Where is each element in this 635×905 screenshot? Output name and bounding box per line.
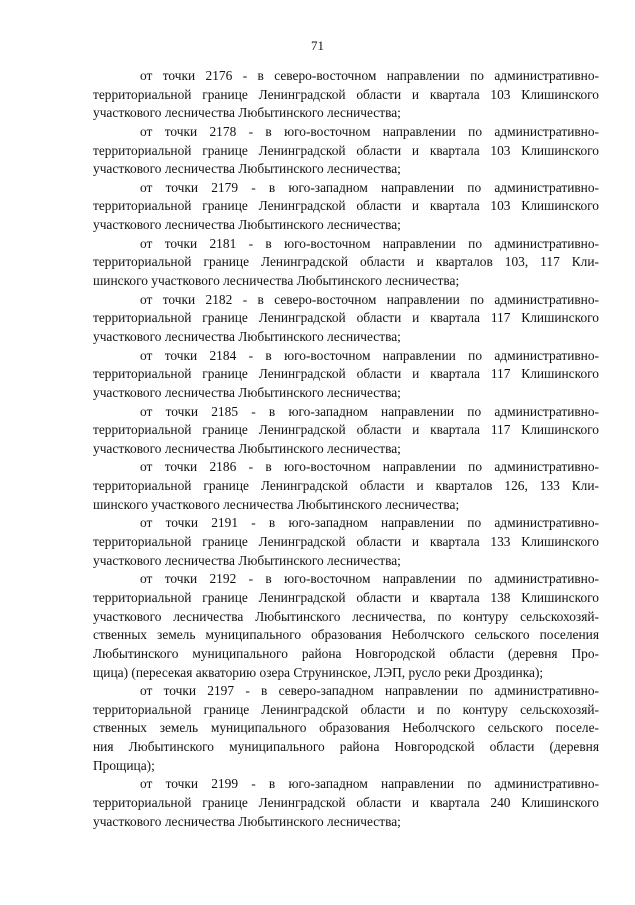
text-line: от точки 2178 - в юго-восточном направлении по административно- bbox=[140, 123, 599, 139]
document-body bbox=[93, 67, 599, 831]
text-line: территориальной границе Ленинградской области и квартала 133 Клишинского bbox=[93, 534, 599, 550]
text-line: участкового лесничества Любытинского лесничества; bbox=[93, 328, 401, 344]
text-line: от точки 2176 - в северо-восточном направлении по административно- bbox=[140, 68, 599, 83]
text-line: ственных земель муниципального образования Неболчского сельского поселения bbox=[93, 627, 599, 643]
text-line: участкового лесничества Любытинского лесничества; bbox=[93, 552, 401, 568]
text-line: от точки 2184 - в юго-восточном направлении по административно- bbox=[140, 347, 599, 363]
text-line: территориальной границе Ленинградской области и квартала 240 Клишинского bbox=[93, 794, 599, 810]
text-line: участкового лесничества Любытинского лесничества; bbox=[93, 440, 401, 456]
text-line: ния Любытинского муниципального района Новгородской области (деревня bbox=[93, 739, 599, 755]
paragraph bbox=[93, 347, 599, 403]
paragraph bbox=[93, 179, 599, 235]
text-line: от точки 2191 - в юго-западном направлении по административно- bbox=[140, 515, 599, 531]
text-line: участкового лесничества Любытинского лесничества; bbox=[93, 813, 401, 829]
paragraph bbox=[93, 514, 599, 570]
text-line: Прощица); bbox=[93, 757, 155, 773]
text-line: участкового лесничества Любытинского лесничества, по контуру сельскохозяй- bbox=[93, 608, 599, 624]
text-line: от точки 2199 - в юго-западном направлении по административно- bbox=[140, 776, 599, 792]
text-line: территориальной границе Ленинградской области и квартала 103 Клишинского bbox=[93, 142, 599, 158]
text-line: территориальной границе Ленинградской области и квартала 103 Клишинского bbox=[93, 198, 599, 214]
text-line: Любытинского муниципального района Новгородской области (деревня Про- bbox=[93, 645, 599, 661]
text-line: участкового лесничества Любытинского лесничества; bbox=[93, 105, 401, 121]
page-number: 71 bbox=[311, 38, 324, 53]
paragraph bbox=[93, 403, 599, 459]
paragraph bbox=[93, 235, 599, 291]
text-line: участкового лесничества Любытинского лесничества; bbox=[93, 217, 401, 233]
paragraph bbox=[93, 570, 599, 682]
text-line: территориальной границе Ленинградской области и по контуру сельскохозяй- bbox=[93, 701, 599, 717]
text-line: от точки 2185 - в юго-западном направлении по административно- bbox=[140, 403, 599, 419]
text-line: ственных земель муниципального образования Неболчского сельского поселе- bbox=[93, 720, 599, 736]
text-line: территориальной границе Ленинградской области и квартала 117 Клишинского bbox=[93, 422, 599, 438]
text-line: территориальной границе Ленинградской области и квартала 103 Клишинского bbox=[93, 86, 599, 102]
text-line: территориальной границе Ленинградской области и квартала 117 Клишинского bbox=[93, 366, 599, 382]
text-line: от точки 2179 - в юго-западном направлении по административно- bbox=[140, 179, 599, 195]
text-line: от точки 2181 - в юго-восточном направлении по административно- bbox=[140, 235, 599, 251]
paragraph bbox=[93, 67, 599, 123]
text-line: щица) (пересекая акваторию озера Струнинское, ЛЭП, русло реки Дроздинка); bbox=[93, 664, 544, 680]
paragraph bbox=[93, 458, 599, 514]
text-line: участкового лесничества Любытинского лесничества; bbox=[93, 384, 401, 400]
text-line: от точки 2186 - в юго-восточном направлении по административно- bbox=[140, 459, 599, 475]
text-line: шинского участкового лесничества Любытинского лесничества; bbox=[93, 273, 460, 289]
text-line: участкового лесничества Любытинского лесничества; bbox=[93, 161, 401, 177]
paragraph bbox=[93, 291, 599, 347]
paragraph bbox=[93, 682, 599, 775]
text-line: шинского участкового лесничества Любытинского лесничества; bbox=[93, 496, 460, 512]
text-line: от точки 2192 - в юго-восточном направлении по административно- bbox=[140, 571, 599, 587]
paragraph bbox=[93, 775, 599, 831]
text-line: территориальной границе Ленинградской области и квартала 117 Клишинского bbox=[93, 310, 599, 326]
text-line: территориальной границе Ленинградской области и кварталов 126, 133 Кли- bbox=[93, 478, 599, 494]
text-line: территориальной границе Ленинградской области и квартала 138 Клишинского bbox=[93, 589, 599, 605]
text-line: от точки 2182 - в северо-восточном направлении по административно- bbox=[140, 291, 599, 307]
text-line: от точки 2197 - в северо-западном направлении по административно- bbox=[140, 683, 599, 699]
paragraph bbox=[93, 123, 599, 179]
text-line: территориальной границе Ленинградской области и кварталов 103, 117 Кли- bbox=[93, 254, 599, 270]
